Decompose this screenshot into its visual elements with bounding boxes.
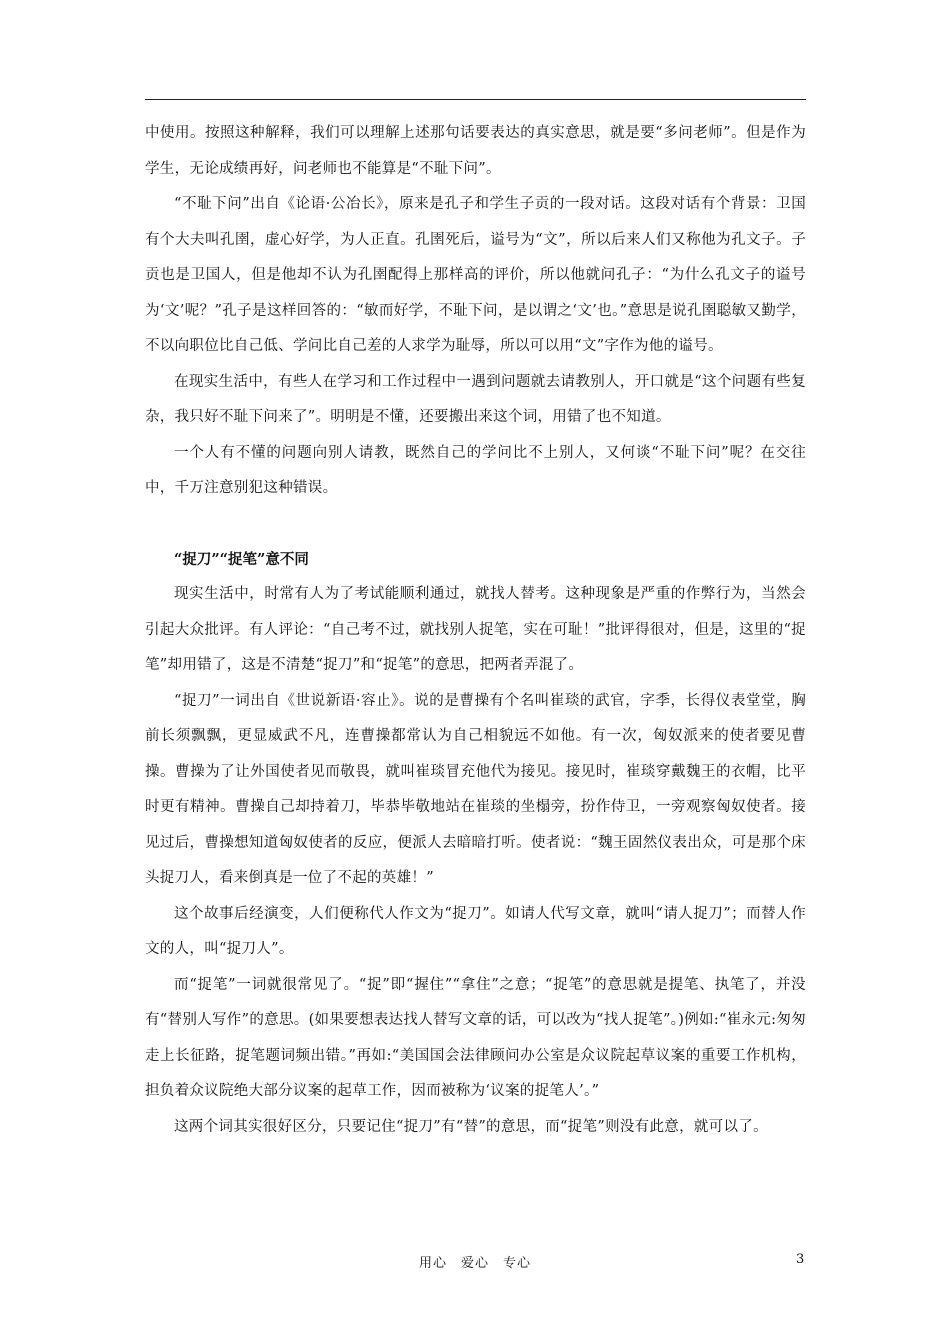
section-heading: “捉刀”“捉笔”意不同 <box>174 550 309 568</box>
paragraph-5: 现实生活中，时常有人为了考试能顺利通过，就找人替考。这种现象是严重的作弊行为，当然会引起大众批评。有人评论：“自己考不过，就找别人捉笔，实在可耻！”批评得很对，但是，这里的“捉笔”却用错了，这是不清楚“捉刀”和“捉笔”的意思，把两者弄混了。 <box>145 586 806 673</box>
section-gap <box>145 507 806 542</box>
footer-motto: 用心 爱心 专心 <box>418 1256 531 1271</box>
paragraph-8: 而“捉笔”一词就很常见了。“捉”即“握住”“拿住”之意；“捉笔”的意思就是提笔、执笔了，并没有“替别人写作”的意思。(如果要想表达找人替写文章的话，可以改为“找人捉笔”。)例如:“崔永元:匆匆走上长征路，捉笔题词频出错。”再如:“美国国会法律顾问办公室是众议院起草议案的重要工作机构，担负着众议院绝大部分议案的起草工作，因而被称为‘议案的捉笔人’。” <box>145 976 806 1099</box>
article-body <box>145 116 806 1145</box>
paragraph-7: 这个故事后经演变，人们便称代人作文为“捉刀”。如请人代写文章，就叫“请人捉刀”；而替人作文的人，叫“捉刀人”。 <box>145 905 806 957</box>
header-rule <box>145 99 806 100</box>
page-footer <box>0 1252 950 1272</box>
paragraph-4: 一个人有不懂的问题向别人请教，既然自己的学问比不上别人，又何谈“不耻下问”呢？在交往中，千万注意别犯这种错误。 <box>145 444 806 496</box>
paragraph-6: “捉刀”一词出自《世说新语·容止》。说的是曹操有个名叫崔琰的武官，字季，长得仪表堂堂，胸前长须飘飘，更显威武不凡，连曹操都常认为自己相貌远不如他。有一次，匈奴派来的使者要见曹操。曹操为了让外国使者见而敬畏，就叫崔琰冒充他代为接见。接见时，崔琰穿戴魏王的衣帽，比平时更有精神。曹操自己却持着刀，毕恭毕敬地站在崔琰的坐榻旁，扮作侍卫，一旁观察匈奴使者。接见过后，曹操想知道匈奴使者的反应，便派人去暗暗打听。使者说：“魏王固然仪表出众，可是那个床头捉刀人，看来倒真是一位了不起的英雄！” <box>145 692 806 886</box>
paragraph-2: “不耻下问”出自《论语·公冶长》，原来是孔子和学生子贡的一段对话。这段对话有个背景：卫国有个大夫叫孔圉，虚心好学，为人正直。孔圉死后，谥号为“文”，所以后来人们又称他为孔文子。子贡也是卫国人，但是他却不认为孔圉配得上那样高的评价，所以他就问孔子：“为什么孔文子的谥号为‘文’呢？”孔子是这样回答的：“敏而好学，不耻下问，是以谓之‘文’也。”意思是说孔圉聪敏又勤学，不以向职位比自己低、学问比自己差的人求学为耻辱，所以可以用“文”字作为他的谥号。 <box>145 196 806 354</box>
paragraph-3: 在现实生活中，有些人在学习和工作过程中一遇到问题就去请教别人，开口就是“这个问题有些复杂，我只好不耻下问来了”。明明是不懂，还要搬出来这个词，用错了也不知道。 <box>145 373 806 425</box>
page-number: 3 <box>796 1252 805 1267</box>
paragraph-9: 这两个词其实很好区分，只要记住“捉刀”有“替”的意思，而“捉笔”则没有此意，就可以了。 <box>174 1118 768 1135</box>
paragraph-1: 中使用。按照这种解释，我们可以理解上述那句话要表达的真实意思，就是要“多问老师”。但是作为学生，无论成绩再好，问老师也不能算是“不耻下问”。 <box>145 125 806 177</box>
